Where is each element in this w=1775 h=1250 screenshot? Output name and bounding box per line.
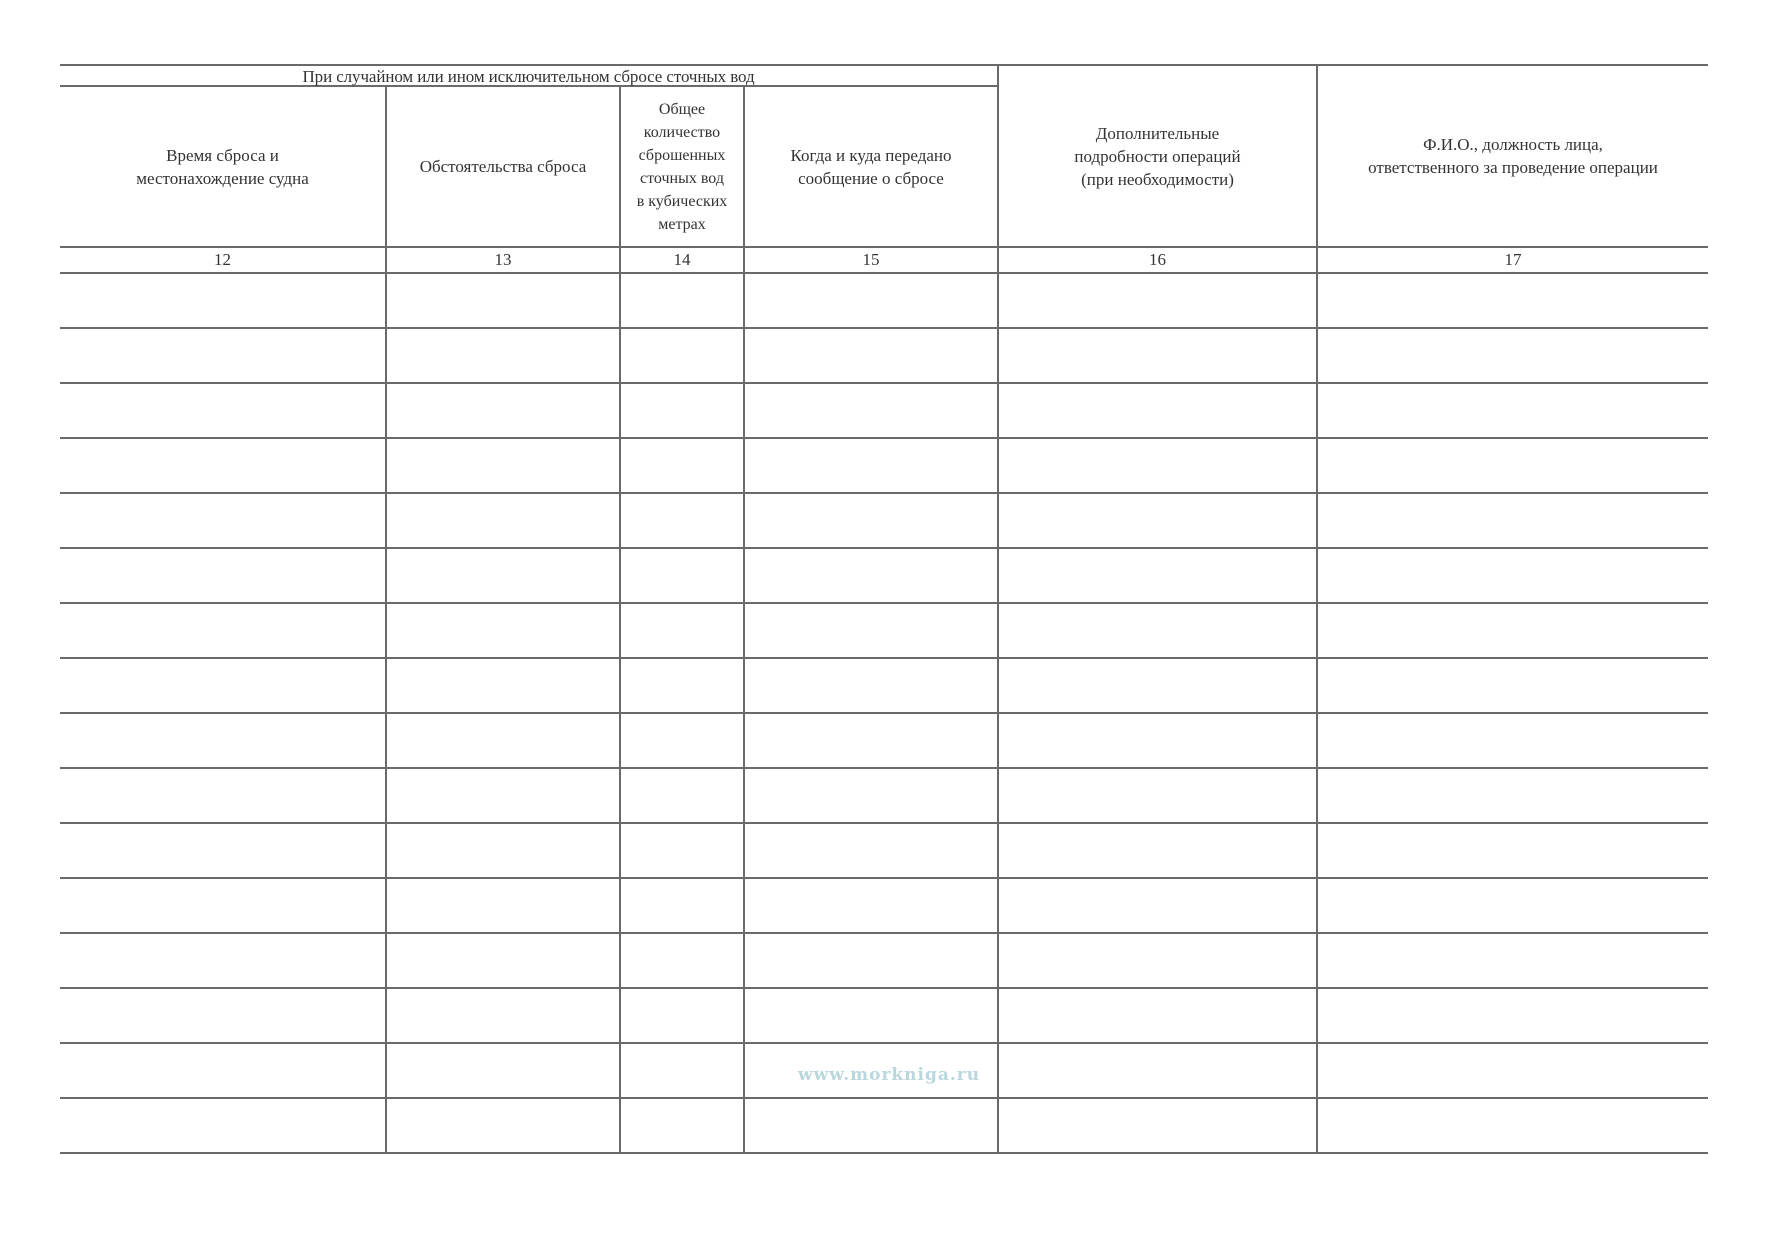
table-cell[interactable]: [60, 988, 386, 1043]
table-cell[interactable]: [998, 603, 1317, 658]
table-row: [60, 823, 1708, 878]
table-cell[interactable]: [998, 273, 1317, 328]
table-cell[interactable]: [60, 493, 386, 548]
table-row: [60, 438, 1708, 493]
table-cell[interactable]: [386, 328, 620, 383]
table-cell[interactable]: [620, 548, 744, 603]
table-cell[interactable]: [60, 383, 386, 438]
table-cell[interactable]: [620, 878, 744, 933]
table-cell[interactable]: [1317, 328, 1708, 383]
table-row: [60, 273, 1708, 328]
table-cell[interactable]: [744, 603, 998, 658]
table-cell[interactable]: [386, 1098, 620, 1153]
column-number: 13: [386, 247, 620, 273]
table-body: [60, 273, 1708, 1153]
header-col-14: [620, 86, 744, 247]
table-row: [60, 383, 1708, 438]
table-cell[interactable]: [620, 823, 744, 878]
table-cell[interactable]: [744, 438, 998, 493]
table-cell[interactable]: [998, 768, 1317, 823]
table-cell[interactable]: [998, 383, 1317, 438]
header-col-17-label: Ф.И.О., должность лица, ответственного за проведение операции: [1368, 135, 1658, 177]
header-col-13-label: Обстоятельства сброса: [419, 157, 587, 176]
table-cell[interactable]: [620, 273, 744, 328]
table-cell[interactable]: [620, 768, 744, 823]
table-cell[interactable]: [386, 823, 620, 878]
column-number: 16: [998, 247, 1317, 273]
table-cell[interactable]: [998, 658, 1317, 713]
table-cell[interactable]: [744, 548, 998, 603]
table-cell[interactable]: [744, 493, 998, 548]
table-cell[interactable]: [386, 933, 620, 988]
table-cell[interactable]: [386, 988, 620, 1043]
header-col-13: [386, 86, 620, 247]
table-cell[interactable]: [60, 438, 386, 493]
table-cell[interactable]: [386, 1043, 620, 1098]
watermark: www.morkniga.ru: [798, 1065, 981, 1085]
table-cell[interactable]: [386, 273, 620, 328]
column-number: 14: [620, 247, 744, 273]
header-col-15-label: Когда и куда передано сообщение о сбросе: [790, 145, 952, 188]
table-cell[interactable]: [620, 933, 744, 988]
header-col-12: [60, 86, 386, 247]
table-row: [60, 603, 1708, 658]
table-cell[interactable]: [60, 1043, 386, 1098]
table-cell[interactable]: [386, 493, 620, 548]
table-cell[interactable]: [744, 273, 998, 328]
table-cell[interactable]: [60, 273, 386, 328]
table-cell[interactable]: [620, 988, 744, 1043]
table-cell[interactable]: [386, 548, 620, 603]
table-cell[interactable]: [998, 1043, 1317, 1098]
table-cell[interactable]: [386, 658, 620, 713]
table-cell[interactable]: [1317, 603, 1708, 658]
table-row: [60, 768, 1708, 823]
table-cell[interactable]: [744, 878, 998, 933]
header-col-16-label: Дополнительные подробности операций (при необходимости): [1074, 123, 1241, 189]
table-row: [60, 328, 1708, 383]
table-cell[interactable]: [1317, 878, 1708, 933]
table-row: [60, 1098, 1708, 1153]
column-number-row: [60, 247, 1708, 273]
table-cell[interactable]: [620, 1043, 744, 1098]
table-cell[interactable]: [1317, 1043, 1708, 1098]
column-number: 17: [1317, 247, 1708, 273]
table-cell[interactable]: [998, 438, 1317, 493]
table-cell[interactable]: [620, 713, 744, 768]
header-col-15: [744, 86, 998, 247]
table-cell[interactable]: [60, 603, 386, 658]
table-cell[interactable]: [620, 383, 744, 438]
table-cell[interactable]: [744, 713, 998, 768]
header-col-17: [1317, 65, 1708, 247]
header-col-14-label: Общее количество сброшенных сточных вод в кубических метрах: [636, 100, 728, 233]
table-cell[interactable]: [1317, 823, 1708, 878]
table-cell[interactable]: [1317, 768, 1708, 823]
column-number: 12: [60, 247, 386, 273]
table-row: [60, 713, 1708, 768]
table-cell[interactable]: [620, 603, 744, 658]
table-cell[interactable]: [744, 988, 998, 1043]
table-cell[interactable]: [60, 1098, 386, 1153]
table-cell[interactable]: [998, 713, 1317, 768]
table-cell[interactable]: [1317, 713, 1708, 768]
table-cell[interactable]: [60, 933, 386, 988]
sewage-discharge-log-table: [60, 64, 1708, 1154]
table-cell[interactable]: [1317, 548, 1708, 603]
table-cell[interactable]: [998, 988, 1317, 1043]
table-cell[interactable]: [386, 878, 620, 933]
table-cell[interactable]: [744, 933, 998, 988]
table-cell[interactable]: [744, 328, 998, 383]
table-cell[interactable]: [744, 768, 998, 823]
table-cell[interactable]: [60, 823, 386, 878]
table-cell[interactable]: [744, 1098, 998, 1153]
table-cell[interactable]: [60, 658, 386, 713]
column-number: 15: [744, 247, 998, 273]
table-cell[interactable]: [1317, 438, 1708, 493]
table-cell[interactable]: [998, 933, 1317, 988]
table-cell[interactable]: [386, 438, 620, 493]
table-cell[interactable]: [386, 768, 620, 823]
table-cell[interactable]: [620, 493, 744, 548]
table-cell[interactable]: [386, 383, 620, 438]
table-cell[interactable]: [998, 1098, 1317, 1153]
table-row: [60, 988, 1708, 1043]
table-cell[interactable]: [998, 823, 1317, 878]
header-col-12-label: Время сброса и местонахождение судна: [136, 145, 309, 188]
table-cell[interactable]: [386, 603, 620, 658]
table-cell[interactable]: [60, 878, 386, 933]
table-cell[interactable]: [998, 878, 1317, 933]
table-cell[interactable]: [620, 658, 744, 713]
table-cell[interactable]: [998, 548, 1317, 603]
table-cell[interactable]: [1317, 933, 1708, 988]
table-row: [60, 878, 1708, 933]
table-cell[interactable]: [744, 383, 998, 438]
table-cell[interactable]: [1317, 273, 1708, 328]
group-title: При случайном или ином исключительном сбросе сточных вод: [60, 65, 998, 86]
table-row: [60, 933, 1708, 988]
table-cell[interactable]: [998, 493, 1317, 548]
table-cell[interactable]: [620, 438, 744, 493]
table-cell[interactable]: [386, 713, 620, 768]
header-col-16: [998, 65, 1317, 247]
table-cell[interactable]: [998, 328, 1317, 383]
table-cell[interactable]: [60, 328, 386, 383]
table-cell[interactable]: [1317, 493, 1708, 548]
table-cell[interactable]: [1317, 658, 1708, 713]
table-cell[interactable]: [1317, 1098, 1708, 1153]
table-cell[interactable]: [60, 548, 386, 603]
table-cell[interactable]: [620, 1098, 744, 1153]
table-row: [60, 493, 1708, 548]
table-cell[interactable]: [620, 328, 744, 383]
table-cell[interactable]: [1317, 383, 1708, 438]
table-row: [60, 658, 1708, 713]
table-cell[interactable]: [1317, 988, 1708, 1043]
table-cell[interactable]: [60, 713, 386, 768]
table-cell[interactable]: [744, 658, 998, 713]
table-cell[interactable]: [744, 823, 998, 878]
table-row: [60, 548, 1708, 603]
table-cell[interactable]: [60, 768, 386, 823]
